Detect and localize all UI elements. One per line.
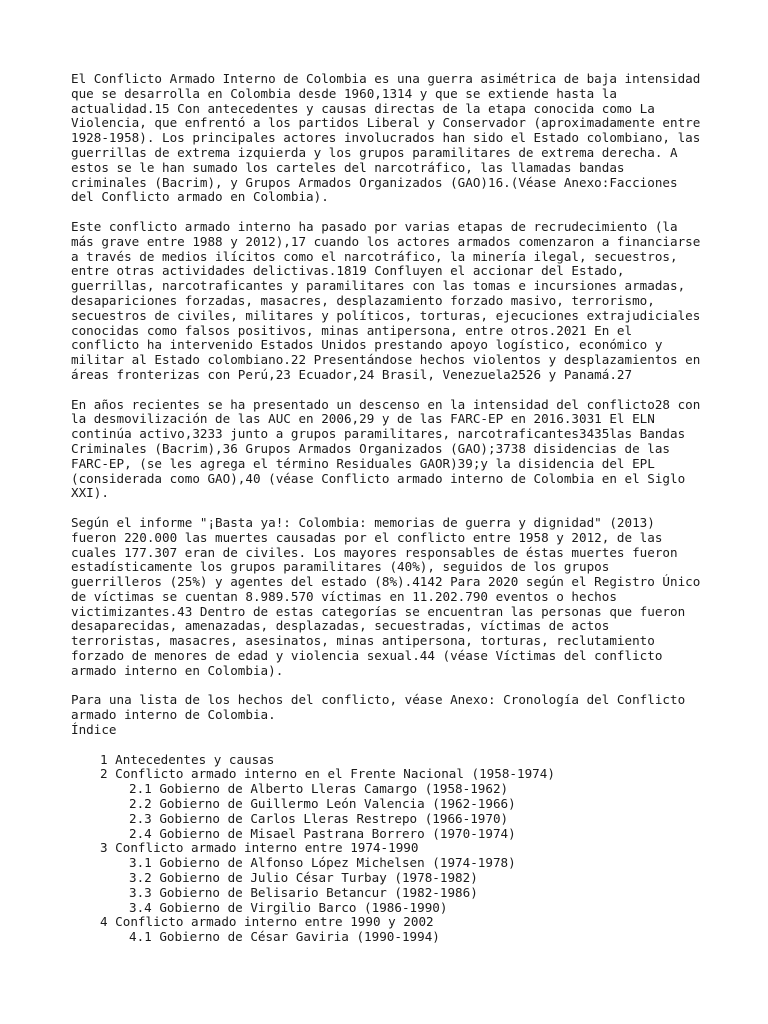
toc-item[interactable]: 3.3 Gobierno de Belisario Betancur (1982-1986) <box>129 884 478 900</box>
toc-item[interactable]: 3 Conflicto armado interno entre 1974-1990 <box>100 840 419 856</box>
toc-item[interactable]: 2.3 Gobierno de Carlos Lleras Restrepo (1966-1970) <box>129 810 509 826</box>
toc-item[interactable]: 2.4 Gobierno de Misael Pastrana Borrero (1970-1974) <box>129 825 516 841</box>
table-of-contents <box>71 753 711 945</box>
paragraph-stages: Este conflicto armado interno ha pasado por varias etapas de recrudecimiento (la más grave entre 1988 y 2012),17 cuando los actores armados comenzaron a financiarse a través de medios ilícitos como el narcotráfico, la minería ilegal, secuestros, entre otras actividades delictivas.1819 Confluyen el accionar del Estado, guerrillas, narcotraficantes y paramilitares con las tomas e incursiones armadas, desapariciones forzadas, masacres, desplazamiento forzado masivo, terrorismo, secuestros de civiles, militares y políticos, torturas, ejecuciones extrajudiciales conocidas como falsos positivos, minas antipersona, entre otros.2021 En el conflicto ha intervenido Estados Unidos prestando apoyo logístico, económico y militar al Estado colombiano.22 Presentándose hechos violentos y desplazamientos en áreas fronterizas con Perú,23 Ecuador,24 Brasil, Venezuela2526 y Panamá.27 <box>71 218 701 382</box>
toc-item[interactable]: 1 Antecedentes y causas <box>100 751 275 767</box>
document-page <box>71 72 711 945</box>
toc-heading: Índice <box>71 722 117 738</box>
toc-item[interactable]: 3.2 Gobierno de Julio César Turbay (1978-1982) <box>129 870 478 886</box>
paragraph-recent: En años recientes se ha presentado un descenso en la intensidad del conflicto28 con la desmovilización de las AUC en 2006,29 y de las FARC-EP en 2016.3031 El ELN continúa activo,3233 junto a grupos paramilitares, narcotraficantes3435las Bandas Criminales (Bacrim),36 Grupos Armados Organizados (GAO);3738 disidencias de las FARC-EP, (se les agrega el término Residuales GAOR)39;y la disidencia del EPL (considerada como GAO),40 (véase Conflicto armado interno de Colombia en el Siglo XXI). <box>71 396 701 501</box>
toc-item[interactable]: 2 Conflicto armado interno en el Frente Nacional (1958-1974) <box>100 766 555 782</box>
paragraph-intro: El Conflicto Armado Interno de Colombia es una guerra asimétrica de baja intensidad que se desarrolla en Colombia desde 1960,1314 y que se extiende hasta la actualidad.15 Con antecedentes y causas directas de la etapa conocida como La Violencia, que enfrentó a los partidos Liberal y Conservador (aproximadamente entre 1928-1958). Los principales actores involucrados han sido el Estado colombiano, las guerrillas de extrema izquierda y los grupos paramilitares de extrema derecha. A estos se le han sumado los carteles del narcotráfico, las llamadas bandas criminales (Bacrim), y Grupos Armados Organizados (GAO)16.(Véase Anexo:Facciones del Conflicto armado en Colombia). <box>71 71 701 205</box>
toc-item[interactable]: 4.1 Gobierno de César Gaviria (1990-1994) <box>129 929 440 945</box>
toc-item[interactable]: 3.1 Gobierno de Alfonso López Michelsen (1974-1978) <box>129 855 516 871</box>
toc-item[interactable]: 2.1 Gobierno de Alberto Lleras Camargo (1958-1962) <box>129 781 509 797</box>
toc-item[interactable]: 3.4 Gobierno de Virgilio Barco (1986-1990) <box>129 899 448 915</box>
paragraph-chronology: Para una lista de los hechos del conflicto, véase Anexo: Cronología del Conflicto armado interno de Colombia. <box>71 692 686 723</box>
paragraph-victims: Según el informe "¡Basta ya!: Colombia: memorias de guerra y dignidad" (2013) fueron 220.000 las muertes causadas por el conflicto entre 1958 y 2012, de las cuales 177.307 eran de civiles. Los mayores responsables de éstas muertes fueron estadísticamente los grupos paramilitares (40%), seguidos de los grupos guerrilleros (25%) y agentes del estado (8%).4142 Para 2020 según el Registro Único de víctimas se cuentan 8.989.570 víctimas en 11.202.790 eventos o hechos victimizantes.43 Dentro de estas categorías se encuentran las personas que fueron desaparecidas, amenazadas, desplazadas, secuestradas, víctimas de actos terroristas, masacres, asesinatos, minas antipersona, torturas, reclutamiento forzado de menores de edad y violencia sexual.44 (véase Víctimas del conflicto armado interno en Colombia). <box>71 514 701 678</box>
toc-item[interactable]: 4 Conflicto armado interno entre 1990 y 2002 <box>100 914 434 930</box>
toc-item[interactable]: 2.2 Gobierno de Guillermo León Valencia (1962-1966) <box>129 796 516 812</box>
